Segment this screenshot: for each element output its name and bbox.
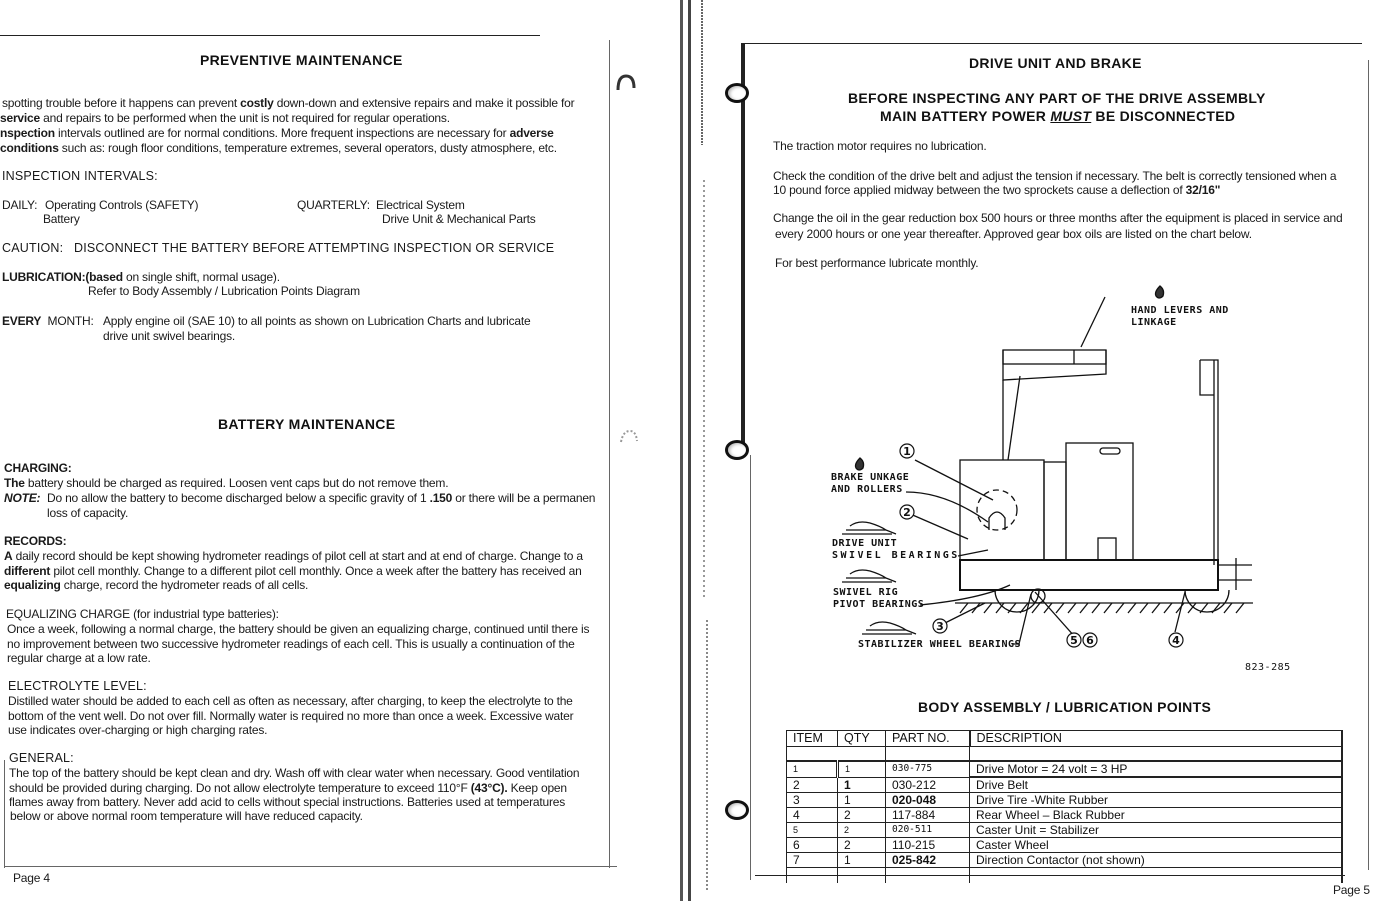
para-drive-belt-1: Check the condition of the drive belt and adjust the tension if necessary. The belt is correctly tensioned when a <box>773 169 1337 183</box>
table-row: 1 1 030-775 Drive Motor = 24 volt = 3 HP <box>787 761 1343 777</box>
para-drive-belt-2: 10 pound force applied midway between the two sprockets cause a deflection of 32/16" <box>773 183 1221 197</box>
quarterly-label: QUARTERLY: <box>297 198 370 212</box>
header-item: ITEM <box>787 731 838 746</box>
equalizing-line-2: no improvement between two successive hydrometer readings of each cell. This is usually a continuation of the <box>7 637 575 651</box>
header-description: DESCRIPTION <box>970 731 1343 746</box>
general-label: GENERAL: <box>9 751 74 765</box>
left-border <box>741 43 745 453</box>
battery-maintenance-title: BATTERY MAINTENANCE <box>218 416 396 432</box>
header-qty: QTY <box>838 731 886 746</box>
header-part-no: PART NO. <box>886 731 970 746</box>
table-empty-row <box>787 868 1343 883</box>
binder-ring-icon <box>725 800 749 820</box>
spine-texture <box>703 180 705 600</box>
spine-texture <box>706 620 708 890</box>
spine-line <box>680 0 683 901</box>
svg-text:5: 5 <box>1070 634 1078 647</box>
warning-line-2: MAIN BATTERY POWER MUST BE DISCONNECTED <box>880 108 1236 124</box>
binder-ring-icon <box>725 83 749 103</box>
binder-hole-mark-icon <box>615 72 637 94</box>
warning-line-1: BEFORE INSPECTING ANY PART OF THE DRIVE ASSEMBLY <box>848 90 1266 106</box>
intro-line-3: nspection intervals outlined are for normal conditions. More frequent inspections are necessary for adverse <box>0 126 554 140</box>
svg-text:1: 1 <box>903 445 911 458</box>
general-line-2: should be provided during charging. Do not allow electrolyte temperature to exceed 110°F (43°C). Keep open <box>9 781 567 795</box>
general-line-1: The top of the battery should be kept clean and dry. Wash off with clear water when necessary. Good ventilation <box>9 766 580 780</box>
every-month-text: Apply engine oil (SAE 10) to all points as shown on Lubrication Charts and lubricate <box>103 314 531 328</box>
svg-text:6: 6 <box>1086 634 1094 647</box>
records-line-2: different pilot cell monthly. Change to a different pilot cell monthly. Once a week after the battery has received an <box>4 564 582 578</box>
label-hand-levers: HAND LEVERS AND LINKAGE <box>1131 305 1229 328</box>
caution-text: DISCONNECT THE BATTERY BEFORE ATTEMPTING INSPECTION OR SERVICE <box>74 241 555 255</box>
daily-label: DAILY: <box>2 198 38 212</box>
daily-item-1: Operating Controls (SAFETY) <box>45 198 199 212</box>
label-stabilizer: STABILIZER WHEEL BEARINGS <box>858 639 1022 650</box>
binder-ring-icon <box>725 440 749 460</box>
note-label: NOTE: <box>4 491 41 505</box>
intro-line-4: conditions such as: rough floor conditions, temperature extremes, several operators, dusty atmosphere, etc. <box>0 141 557 155</box>
label-swivel-rig: SWIVEL RIG PIVOT BEARINGS <box>833 587 925 610</box>
intro-line-2: service and repairs to be performed when the unit is not required for regular operations. <box>0 111 450 125</box>
binder-hole-mark-icon <box>618 428 640 446</box>
page-title: PREVENTIVE MAINTENANCE <box>200 52 403 68</box>
table-title: BODY ASSEMBLY / LUBRICATION POINTS <box>918 699 1212 715</box>
spine-line <box>688 0 691 901</box>
parts-table <box>786 731 1343 883</box>
general-line-3: flames away from battery. Never add acid to cells without special instructions. Batteries used at temperatures <box>9 795 566 809</box>
top-rule <box>0 35 540 36</box>
top-rule <box>742 43 1362 44</box>
page-number: Page 4 <box>13 871 50 885</box>
lubrication-line: LUBRICATION:(based on single shift, normal usage). <box>2 270 280 284</box>
bottom-rule <box>5 866 617 867</box>
quarterly-item-2: Drive Unit & Mechanical Parts <box>382 212 536 226</box>
para-gear-oil-1: Change the oil in the gear reduction box 500 hours or three months after the equipment is placed in service and <box>773 211 1343 225</box>
table-header-row <box>787 731 1343 746</box>
electrolyte-line-3: use indicates over-charging or high charging rates. <box>8 723 268 737</box>
svg-text:3: 3 <box>936 620 944 633</box>
electrolyte-label: ELECTROLYTE LEVEL: <box>8 679 147 693</box>
spine-texture <box>701 0 703 145</box>
note-text-2: loss of capacity. <box>47 506 129 520</box>
page-number: Page 5 <box>1333 883 1370 897</box>
table-row: 7 1 025-842 Direction Contactor (not shown) <box>787 853 1343 868</box>
table-row: 3 1 020-048 Drive Tire -White Rubber <box>787 793 1343 808</box>
para-traction-motor: The traction motor requires no lubrication. <box>773 139 987 153</box>
electrolyte-line-1: Distilled water should be added to each cell as often as necessary, after charging, to keep the electrolyte to the <box>8 694 573 708</box>
right-border <box>1368 60 1369 870</box>
charging-label: CHARGING: <box>4 461 72 475</box>
table-row: 2 1 030-212 Drive Belt <box>787 777 1343 793</box>
svg-text:2: 2 <box>903 506 911 519</box>
records-line-3: equalizing charge, record the hydrometer reads of all cells. <box>4 578 309 592</box>
para-gear-oil-2: every 2000 hours or one year thereafter. Approved gear box oils are listed on the chart below. <box>775 227 1252 241</box>
label-drive-unit: DRIVE UNIT SWIVEL BEARINGS <box>832 538 960 561</box>
table-row: 5 2 020-511 Caster Unit = Stabilizer <box>787 823 1343 838</box>
equalizing-line-1: Once a week, following a normal charge, the battery should be given an equalizing charge, continued until there is <box>7 622 590 636</box>
label-brake-linkage: BRAKE UNKAGE AND ROLLERS <box>831 472 910 495</box>
every-month-line: EVERY MONTH: <box>2 314 94 328</box>
general-line-4: below or above normal room temperature will have reduced capacity. <box>10 809 363 823</box>
table-row: 6 2 110-215 Caster Wheel <box>787 838 1343 853</box>
equalizing-label: EQUALIZING CHARGE (for industrial type batteries): <box>6 607 279 621</box>
daily-item-2: Battery <box>43 212 80 226</box>
lubrication-ref: Refer to Body Assembly / Lubrication Points Diagram <box>88 284 360 298</box>
para-lubricate: For best performance lubricate monthly. <box>775 256 979 270</box>
charging-text: The battery should be charged as required. Loosen vent caps but do not remove them. <box>4 476 449 490</box>
electrolyte-line-2: bottom of the vent well. Do not over fill. Normally water is required no more than once a week. Excessive water <box>8 709 574 723</box>
table-spacer-row <box>787 746 1343 761</box>
drawing-number: 823-285 <box>1245 662 1291 673</box>
caution-label: CAUTION: <box>2 241 64 255</box>
left-border-lower <box>750 455 751 880</box>
table-row: 4 2 117-884 Rear Wheel – Black Rubber <box>787 808 1343 823</box>
page-title: DRIVE UNIT AND BRAKE <box>969 55 1142 71</box>
right-border <box>609 40 610 868</box>
records-line-1: A daily record should be kept showing hydrometer readings of pilot cell at start and at end of charge. Change to a <box>4 549 583 563</box>
inspection-intervals-label: INSPECTION INTERVALS: <box>2 169 158 183</box>
equalizing-line-3: regular charge at a low rate. <box>7 651 151 665</box>
every-month-text-2: drive unit swivel bearings. <box>103 329 235 343</box>
note-text: Do no allow the battery to become discharged below a specific gravity of 1 .150 or there will be a permanen <box>47 491 596 505</box>
intro-line-1: spotting trouble before it happens can prevent costly down-down and extensive repairs and make it possible for <box>2 96 575 110</box>
quarterly-item-1: Electrical System <box>376 198 465 212</box>
left-border <box>4 760 5 868</box>
records-label: RECORDS: <box>4 534 67 548</box>
svg-text:4: 4 <box>1172 634 1180 647</box>
